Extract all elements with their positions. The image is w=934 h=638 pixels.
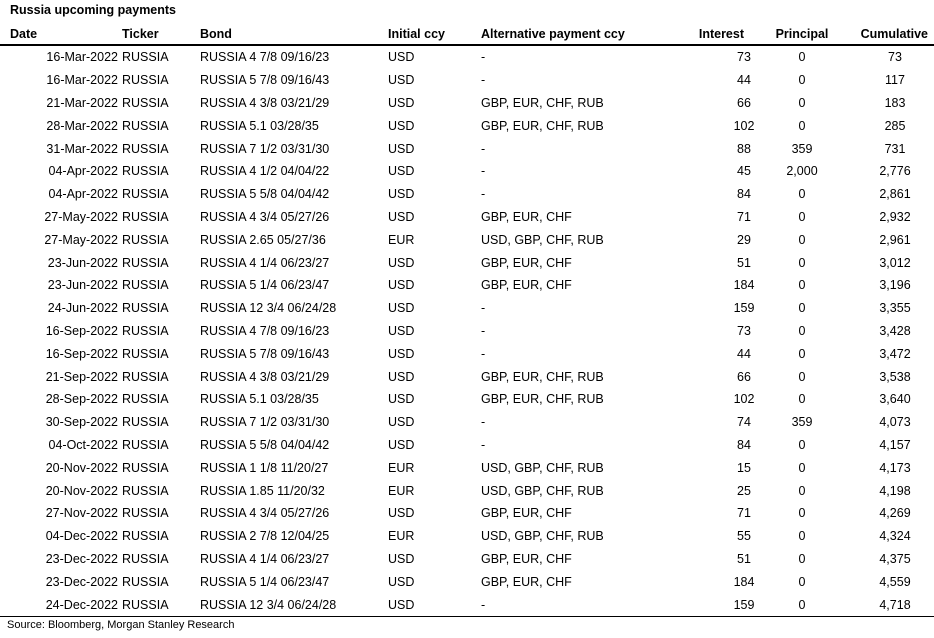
cell-principal: 0 (798, 392, 806, 407)
cell-initial-ccy: USD (388, 50, 415, 65)
cell-cumulative: 3,012 (879, 255, 911, 270)
cell-date: 24-Dec-2022 (0, 593, 122, 616)
cell-date: 21-Mar-2022 (46, 95, 118, 110)
cell-interest: 184 (733, 278, 755, 293)
cell-cumulative: 3,355 (879, 301, 911, 316)
cell-principal: 0 (798, 95, 806, 110)
cell-cumulative: 2,932 (879, 209, 911, 224)
table-row (0, 228, 934, 251)
cell-ticker: RUSSIA (122, 141, 169, 156)
table-row (0, 297, 934, 320)
cell-alt-ccy: - (481, 415, 486, 430)
cell-alt-ccy: - (481, 593, 686, 616)
column-header-initial-ccy: Initial ccy (388, 23, 481, 45)
table-row (0, 434, 934, 457)
cell-ticker: RUSSIA (122, 164, 169, 179)
cell-principal: 0 (798, 369, 806, 384)
cell-ticker: RUSSIA (122, 255, 169, 270)
table-row (0, 525, 934, 548)
cell-date: 04-Apr-2022 (48, 187, 118, 202)
cell-interest: 44 (737, 346, 751, 361)
column-header-principal: Principal (766, 23, 838, 45)
cell-initial-ccy: USD (388, 141, 415, 156)
cell-cumulative: 73 (888, 50, 902, 65)
table-row (0, 160, 934, 183)
cell-initial-ccy: USD (388, 551, 415, 566)
cell-cumulative: 3,640 (879, 392, 911, 407)
source-note: Source: Bloomberg, Morgan Stanley Research (7, 619, 235, 631)
cell-interest: 71 (737, 506, 751, 521)
cell-alt-ccy: USD, GBP, CHF, RUB (481, 232, 604, 247)
cell-interest: 44 (737, 73, 751, 88)
cell-date: 16-Sep-2022 (45, 323, 118, 338)
cell-alt-ccy: GBP, EUR, CHF (481, 278, 572, 293)
table-row (0, 342, 934, 365)
cell-bond: RUSSIA 5 5/8 04/04/42 (200, 437, 330, 452)
cell-ticker: RUSSIA (122, 209, 169, 224)
cell-alt-ccy: - (481, 141, 486, 156)
cell-initial-ccy: EUR (388, 460, 415, 475)
cell-interest: 184 (733, 574, 755, 589)
cell-initial-ccy: USD (388, 301, 415, 316)
cell-initial-ccy: USD (388, 209, 415, 224)
cell-bond: RUSSIA 2.65 05/27/36 (200, 232, 326, 247)
cell-ticker: RUSSIA (122, 73, 169, 88)
cell-ticker: RUSSIA (122, 187, 169, 202)
cell-interest: 159 (733, 301, 755, 316)
cell-date: 20-Nov-2022 (45, 483, 118, 498)
cell-initial-ccy: USD (388, 346, 415, 361)
cell-ticker: RUSSIA (122, 574, 169, 589)
cell-interest: 84 (737, 187, 751, 202)
cell-principal: 0 (798, 301, 806, 316)
table-row (0, 365, 934, 388)
cell-bond: RUSSIA 4 3/8 03/21/29 (200, 369, 330, 384)
cell-bond: RUSSIA 4 3/8 03/21/29 (200, 95, 330, 110)
cell-principal: 0 (798, 483, 806, 498)
cell-date: 16-Mar-2022 (46, 73, 118, 88)
cell-interest: 66 (737, 95, 751, 110)
cell-bond: RUSSIA 5.1 03/28/35 (200, 392, 319, 407)
header-row (0, 23, 934, 45)
cell-alt-ccy: - (481, 73, 486, 88)
cell-interest: 51 (737, 255, 751, 270)
cell-cumulative: 4,269 (879, 506, 911, 521)
cell-alt-ccy: - (481, 323, 486, 338)
cell-date: 31-Mar-2022 (46, 141, 118, 156)
cell-alt-ccy: USD, GBP, CHF, RUB (481, 460, 604, 475)
cell-alt-ccy: GBP, EUR, CHF (481, 551, 572, 566)
cell-ticker: RUSSIA (122, 50, 169, 65)
table-row (0, 114, 934, 137)
cell-bond: RUSSIA 7 1/2 03/31/30 (200, 141, 330, 156)
cell-principal: 0 (798, 574, 806, 589)
cell-interest: 25 (737, 483, 751, 498)
cell-cumulative: 3,472 (879, 346, 911, 361)
cell-principal: 0 (798, 232, 806, 247)
cell-bond: RUSSIA 1.85 11/20/32 (200, 483, 325, 498)
cell-alt-ccy: GBP, EUR, CHF, RUB (481, 369, 604, 384)
cell-cumulative: 4,375 (879, 551, 911, 566)
cell-cumulative: 2,776 (879, 164, 911, 179)
cell-interest: 74 (737, 415, 751, 430)
cell-cumulative: 3,196 (879, 278, 911, 293)
cell-date: 23-Dec-2022 (45, 574, 118, 589)
cell-ticker: RUSSIA (122, 593, 200, 616)
cell-interest: 84 (737, 437, 751, 452)
cell-initial-ccy: USD (388, 73, 415, 88)
cell-principal: 0 (798, 73, 806, 88)
cell-interest: 15 (737, 460, 751, 475)
cell-initial-ccy: USD (388, 187, 415, 202)
cell-alt-ccy: - (481, 301, 486, 316)
cell-date: 20-Nov-2022 (45, 460, 118, 475)
cell-date: 04-Dec-2022 (45, 529, 118, 544)
cell-principal: 0 (798, 187, 806, 202)
cell-alt-ccy: GBP, EUR, CHF (481, 255, 572, 270)
cell-bond: RUSSIA 5 1/4 06/23/47 (200, 278, 330, 293)
cell-interest: 55 (737, 529, 751, 544)
cell-principal: 0 (798, 323, 806, 338)
cell-initial-ccy: USD (388, 255, 415, 270)
cell-cumulative: 285 (884, 118, 906, 133)
table-row (0, 388, 934, 411)
table-row (0, 183, 934, 206)
cell-bond: RUSSIA 5.1 03/28/35 (200, 118, 319, 133)
cell-cumulative: 2,961 (879, 232, 911, 247)
cell-interest: 66 (737, 369, 751, 384)
cell-cumulative: 4,173 (879, 460, 911, 475)
cell-interest: 51 (737, 551, 751, 566)
cell-ticker: RUSSIA (122, 95, 169, 110)
cell-principal: 0 (798, 460, 806, 475)
cell-date: 04-Apr-2022 (48, 164, 118, 179)
table-row (0, 206, 934, 229)
cell-date: 16-Mar-2022 (46, 50, 118, 65)
cell-principal: 0 (798, 346, 806, 361)
table-row (0, 570, 934, 593)
column-header-date: Date (0, 23, 122, 45)
cell-cumulative: 4,324 (879, 529, 911, 544)
table-row (0, 45, 934, 69)
cell-alt-ccy: GBP, EUR, CHF (481, 506, 572, 521)
cell-ticker: RUSSIA (122, 506, 169, 521)
cell-cumulative: 117 (885, 73, 905, 88)
cell-principal: 0 (798, 255, 806, 270)
cell-cumulative: 4,157 (879, 437, 911, 452)
cell-initial-ccy: USD (388, 392, 415, 407)
table-title: Russia upcoming payments (10, 3, 177, 17)
cell-interest: 71 (737, 209, 751, 224)
cell-bond: RUSSIA 4 7/8 09/16/23 (200, 50, 330, 65)
cell-ticker: RUSSIA (122, 323, 169, 338)
cell-bond: RUSSIA 5 1/4 06/23/47 (200, 574, 330, 589)
column-header-ticker: Ticker (122, 23, 200, 45)
table-row (0, 251, 934, 274)
cell-bond: RUSSIA 4 3/4 05/27/26 (200, 209, 330, 224)
table-row (0, 479, 934, 502)
cell-bond: RUSSIA 4 3/4 05/27/26 (200, 506, 330, 521)
cell-principal: 0 (798, 50, 806, 65)
cell-initial-ccy: USD (388, 415, 415, 430)
cell-ticker: RUSSIA (122, 551, 169, 566)
cell-date: 21-Sep-2022 (45, 369, 118, 384)
cell-interest: 45 (737, 164, 751, 179)
table-row (0, 69, 934, 92)
cell-date: 24-Jun-2022 (47, 301, 118, 316)
cell-cumulative: 4,559 (879, 574, 911, 589)
cell-initial-ccy: EUR (388, 529, 415, 544)
cell-alt-ccy: - (481, 164, 486, 179)
cell-bond: RUSSIA 5 7/8 09/16/43 (200, 346, 330, 361)
cell-initial-ccy: USD (388, 323, 415, 338)
cell-principal: 0 (798, 278, 806, 293)
cell-principal: 0 (798, 506, 806, 521)
cell-date: 28-Sep-2022 (45, 392, 118, 407)
cell-interest: 29 (737, 232, 751, 247)
cell-cumulative: 4,073 (879, 415, 911, 430)
cell-ticker: RUSSIA (122, 232, 169, 247)
cell-ticker: RUSSIA (122, 392, 169, 407)
cell-initial-ccy: USD (388, 437, 415, 452)
cell-initial-ccy: USD (388, 369, 415, 384)
cell-cumulative: 183 (884, 95, 906, 110)
cell-principal: 0 (798, 437, 806, 452)
cell-date: 28-Mar-2022 (46, 118, 118, 133)
cell-ticker: RUSSIA (122, 346, 169, 361)
cell-bond: RUSSIA 12 3/4 06/24/28 (200, 301, 337, 316)
cell-principal: 359 (791, 141, 813, 156)
cell-initial-ccy: USD (388, 506, 415, 521)
cell-initial-ccy: USD (388, 278, 415, 293)
cell-interest: 102 (733, 118, 755, 133)
cell-date: 27-May-2022 (44, 232, 118, 247)
cell-alt-ccy: GBP, EUR, CHF, RUB (481, 118, 604, 133)
cell-interest: 102 (733, 392, 755, 407)
cell-ticker: RUSSIA (122, 529, 169, 544)
cell-date: 23-Jun-2022 (47, 278, 118, 293)
cell-cumulative: 4,718 (838, 593, 934, 616)
cell-principal: 359 (791, 415, 813, 430)
cell-initial-ccy: USD (388, 164, 415, 179)
table-row (0, 548, 934, 571)
cell-interest: 73 (737, 50, 751, 65)
cell-principal: 0 (798, 551, 806, 566)
cell-interest: 159 (686, 593, 766, 616)
cell-ticker: RUSSIA (122, 118, 169, 133)
payments-table (0, 23, 934, 617)
cell-alt-ccy: GBP, EUR, CHF, RUB (481, 392, 604, 407)
cell-date: 27-Nov-2022 (45, 506, 118, 521)
table-row (0, 320, 934, 343)
cell-bond: RUSSIA 1 1/8 11/20/27 (200, 460, 329, 475)
cell-ticker: RUSSIA (122, 301, 169, 316)
cell-alt-ccy: USD, GBP, CHF, RUB (481, 483, 604, 498)
cell-ticker: RUSSIA (122, 483, 169, 498)
cell-cumulative: 3,428 (879, 323, 911, 338)
cell-initial-ccy: USD (388, 593, 481, 616)
table-row (0, 411, 934, 434)
cell-alt-ccy: USD, GBP, CHF, RUB (481, 529, 604, 544)
cell-bond: RUSSIA 4 7/8 09/16/23 (200, 323, 330, 338)
table-row (0, 502, 934, 525)
cell-initial-ccy: USD (388, 118, 415, 133)
cell-bond: RUSSIA 5 5/8 04/04/42 (200, 187, 330, 202)
cell-alt-ccy: GBP, EUR, CHF (481, 209, 572, 224)
cell-initial-ccy: USD (388, 574, 415, 589)
cell-cumulative: 731 (884, 141, 906, 156)
cell-date: 27-May-2022 (44, 209, 118, 224)
cell-principal: 0 (798, 209, 806, 224)
cell-principal: 0 (798, 529, 806, 544)
cell-ticker: RUSSIA (122, 278, 169, 293)
cell-date: 23-Jun-2022 (47, 255, 118, 270)
cell-date: 23-Dec-2022 (45, 551, 118, 566)
cell-date: 30-Sep-2022 (45, 415, 118, 430)
cell-interest: 88 (737, 141, 751, 156)
cell-bond: RUSSIA 12 3/4 06/24/28 (200, 593, 388, 616)
table-row (0, 274, 934, 297)
cell-interest: 73 (737, 323, 751, 338)
cell-initial-ccy: EUR (388, 232, 415, 247)
cell-principal: 2,000 (786, 164, 818, 179)
cell-bond: RUSSIA 4 1/4 06/23/27 (200, 255, 330, 270)
cell-alt-ccy: GBP, EUR, CHF (481, 574, 572, 589)
cell-cumulative: 3,538 (879, 369, 911, 384)
cell-ticker: RUSSIA (122, 460, 169, 475)
cell-alt-ccy: - (481, 437, 486, 452)
cell-bond: RUSSIA 5 7/8 09/16/43 (200, 73, 330, 88)
cell-date: 04-Oct-2022 (48, 437, 118, 452)
table-row (0, 92, 934, 115)
column-header-alt-ccy: Alternative payment ccy (481, 23, 686, 45)
table-row (0, 456, 934, 479)
cell-date: 16-Sep-2022 (45, 346, 118, 361)
cell-alt-ccy: GBP, EUR, CHF, RUB (481, 95, 604, 110)
cell-ticker: RUSSIA (122, 415, 169, 430)
cell-principal: 0 (766, 593, 838, 616)
cell-bond: RUSSIA 2 7/8 12/04/25 (200, 529, 330, 544)
cell-bond: RUSSIA 4 1/2 04/04/22 (200, 164, 330, 179)
column-header-interest: Interest (686, 23, 766, 45)
cell-alt-ccy: - (481, 346, 486, 361)
cell-principal: 0 (798, 118, 806, 133)
cell-ticker: RUSSIA (122, 369, 169, 384)
table-row (0, 593, 934, 616)
table-row (0, 137, 934, 160)
cell-ticker: RUSSIA (122, 437, 169, 452)
cell-initial-ccy: USD (388, 95, 415, 110)
cell-cumulative: 4,198 (879, 483, 911, 498)
cell-alt-ccy: - (481, 50, 486, 65)
cell-alt-ccy: - (481, 187, 486, 202)
cell-bond: RUSSIA 7 1/2 03/31/30 (200, 415, 330, 430)
cell-bond: RUSSIA 4 1/4 06/23/27 (200, 551, 330, 566)
cell-cumulative: 2,861 (879, 187, 911, 202)
column-header-bond: Bond (200, 23, 388, 45)
cell-initial-ccy: EUR (388, 483, 415, 498)
column-header-cumulative: Cumulative (838, 23, 934, 45)
